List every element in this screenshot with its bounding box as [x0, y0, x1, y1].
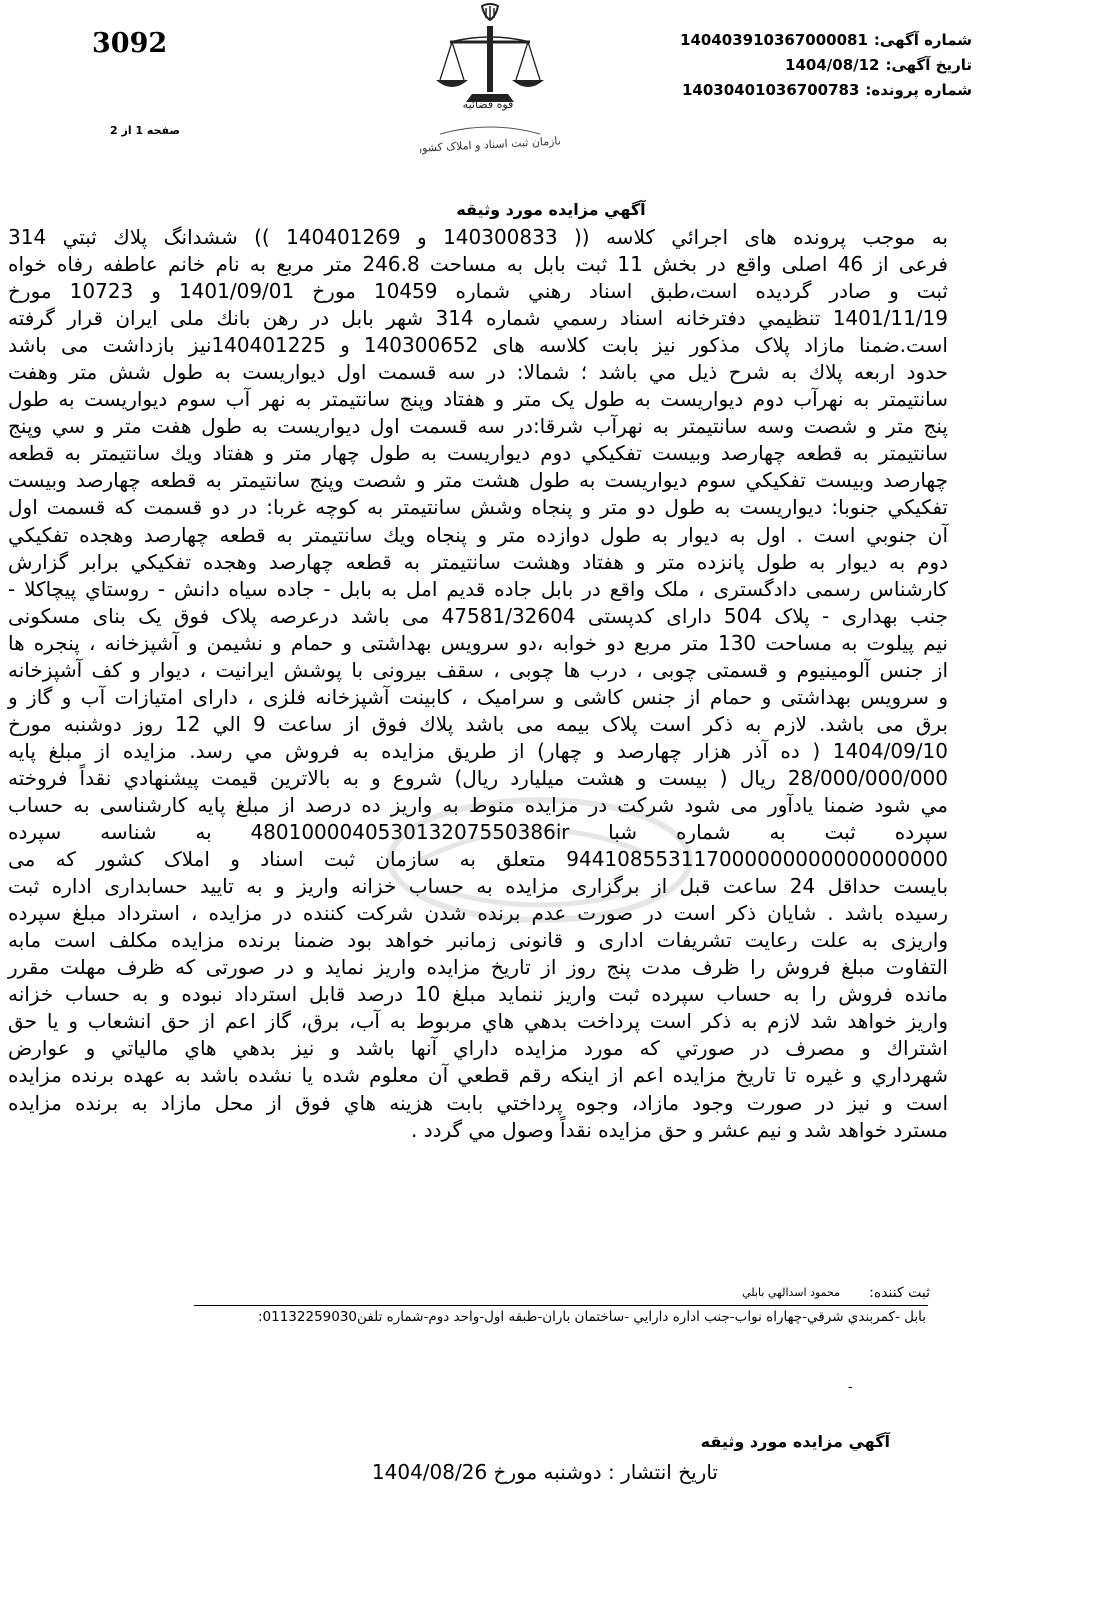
body-line: از جنس آلومینیوم و قسمتی چوبی ، درب ها چوبی ، سقف بیرونی با پوشش ایرانیت ، دیوار و کف آشپزخانه	[8, 657, 948, 682]
body-line: رسیده باشد . شایان ذکر است در صورت عدم برنده شدن شرکت کننده در مزایده ، استرداد مبلغ سپرده	[8, 901, 948, 926]
body-line: جنب بهداری - پلاک 504 دارای کدپستی 47581/32604 می باشد درعرصه پلاک فوق یک بنای مسکونی	[8, 603, 948, 628]
body-line: 944108553117000000000000000000 متعلق به سازمان ثبت اسناد و املاک کشور که می	[8, 847, 948, 872]
body-line: 28/000/000/000 ريال ( بیست و هشت میلیارد ریال) شروع و به بالاترين قيمت پيشنهادي نقداً فروخته	[8, 765, 948, 790]
body-line: است و نيز در صورت وجود مازاد، وجوه پرداختي بابت هزينه هاي فوق از محل مازاد به برنده مزايده	[8, 1090, 948, 1115]
body-line: سانتيمتر به قطعه چهارصد وبيست تفكيكي دوم ديواريست به طول چهار متر و هفتاد ويك سانتيمتر به قطعه	[8, 441, 948, 466]
case-number-row	[680, 78, 972, 103]
footer-title: آگهي مزايده مورد وثيقه	[700, 1432, 890, 1451]
emblem-text-top: قوه قضائیه	[462, 98, 514, 111]
divider	[194, 1305, 928, 1306]
body-line: اشتراك و مصرف در صورتي كه مورد مزايده داراي آنها باشد و نيز بدهي هاي مالياتي و عوارض	[8, 1036, 948, 1061]
body-line: برق می باشد. لازم به ذکر است پلاک بیمه می باشد پلاك فوق از ساعت 9 الي 12 روز دوشنبه مورخ	[8, 711, 948, 736]
notice-title: آگهي مزايده مورد وثيقه	[456, 200, 646, 219]
body-line: مانده فروش را به حساب سپرده ثبت واریز ننماید مبلغ 10 درصد قابل استرداد نبوده و به حساب خزانه	[8, 982, 948, 1007]
notice-date-row	[680, 53, 972, 78]
document-number: 3092	[92, 28, 168, 59]
body-line: چهارصد وبيست تفكيكي سوم ديواريست به طول هشت متر و شصت وپنج سانتيمتر به قطعه چهارصد وبيست	[8, 468, 948, 493]
body-line: 1401/11/19 تنظيمي دفترخانه اسناد رسمي شماره 314 شهر بابل در رهن بانك ملی ايران قرار گرفته	[8, 306, 948, 331]
body-line: 1404/09/10 ( ده آذر هزار چهارصد و چهار) از طريق مزايده به فروش مي رسد. مزايده از مبلغ پايه	[8, 738, 948, 763]
body-line: شهرداري و غيره تا تاريخ مزايده اعم از اينكه رقم قطعي آن معلوم شده يا نشده باشد به عهده برنده مزايده	[8, 1063, 948, 1088]
body-line: بایست حداقل 24 ساعت قبل از برگزاری مزایده به حساب خزانه واریز و به تایید حسابداری اداره ثبت	[8, 874, 949, 899]
body-line: نیم پیلوت به مساحت 130 متر مربع دو خوابه ،دو سرویس بهداشتی و حمام و نشیمن و آشپزخانه ، پنجره ها	[8, 630, 948, 655]
notice-number-row	[680, 28, 972, 53]
notice-number-label: شماره آگهی:	[873, 31, 972, 49]
body-line: مي شود ضمنا یادآور می شود شرکت در مزایده منوط به واریز ده درصد از مبلغ پایه کارشناسی به حساب	[8, 792, 948, 817]
body-line: حدود اربعه پلاك به شرح ذيل مي باشد ؛ شمالا: در سه قسمت اول دیواریست به طول شش متر وهفت	[8, 360, 948, 385]
body-line: مسترد خواهد شد و نيم عشر و حق مزايده نقداً وصول مي گردد .	[410, 1117, 948, 1142]
office-address: بابل -كمربندي شرقي-چهاراه نواب-جنب اداره دارايي -ساختمان باران-طبقه اول-واحد دوم-شماره تلفن01132259030:	[257, 1309, 926, 1325]
registrar-name: محمود اسدالهي بابلي	[742, 1286, 840, 1299]
notice-date-label: تاریخ آگهی:	[885, 56, 972, 74]
publish-date: تاریخ انتشار : دوشنبه مورخ 1404/08/26	[371, 1460, 718, 1484]
body-line: فرعی از 46 اصلی واقع در بخش 11 ثبت بابل به مساحت 246.8 متر مربع به نام خانم عاطفه رفاه خواه	[8, 252, 948, 277]
registrar-label: ثبت كننده:	[869, 1285, 930, 1301]
body-line: سانتیمتر به نهرآب دوم دیواریست به طول یک متر و هفتاد وپنج سانتیمتر به نهر آب سوم دیواریست به طول	[8, 387, 948, 412]
scales-of-justice-emblem-icon	[420, 2, 560, 157]
body-line: دوم به ديوار به طول پانزده متر و هفتاد وهشت سانتيمتر به قطعه چهارصد وهجده تفكيكي برابر گزارش	[8, 549, 948, 574]
notice-meta	[680, 28, 972, 103]
notice-date: 1404/08/12	[785, 56, 880, 74]
body-line: سپرده ثبت به شماره شبا 480100004053013207550386ir به شناسه سپرده	[8, 820, 948, 845]
body-line: آن جنوبي است . اول به ديوار به طول دوازده متر و پنجاه ويك سانتيمتر به قطعه چهارصد وهجده تفكيكي	[8, 522, 948, 547]
body-line: تفكيكي جنوبا: ديواريست به طول دو متر و پنجاه وشش سانتيمتر به كوچه غربا: در دو قسمت كه قسمت اول	[8, 495, 948, 520]
body-line: ثبت و صادر گرديده است،طبق اسناد رهني شماره 10459 مورخ 1401/09/01 و 10723 مورخ	[8, 279, 948, 304]
notice-body	[8, 224, 948, 1144]
body-line: به موجب پرونده های اجرائي كلاسه (( 140300833 و 140401269 )) ششدانگ پلاك ثبتي 314	[8, 225, 948, 249]
case-number-label: شماره پرونده:	[865, 81, 972, 99]
emblem-text-bottom: سازمان ثبت اسناد و املاک کشور	[420, 134, 560, 155]
body-line: واریز خواهد شد لازم به ذكر است پرداخت بدهي هاي مربوط به آب، برق، گاز اعم از حق انشعاب و يا حق	[8, 1009, 948, 1034]
stray-mark: -	[848, 1380, 853, 1395]
body-line: واریزی به علت رعایت تشریفات اداری و قانونی زمانبر خواهد بود ضمنا برنده مزایده مکلف است مابه	[8, 928, 948, 953]
notice-number: 140403910367000081	[680, 31, 868, 49]
body-line: كارشناس رسمی دادگستری ، ملک واقع در بابل جاده قدیم امل به بابل - جاده سياه دانش - روستاي پيچاكلا -	[8, 576, 948, 601]
body-line: التفاوت مبلغ فروش را ظرف مدت پنج روز از تاریخ مزایده واریز نماید و در صورتی که ظرف مهلت مقرر	[8, 955, 948, 980]
body-line: است.ضمنا مازاد پلاک مذکور نیز بابت کلاسه های 140300652 و 140401225نیز بازداشت می باشد	[8, 333, 948, 358]
case-number: 14030401036700783	[681, 81, 860, 99]
body-line: پنج متر و شصت وسه سانتیمتر به نهرآب شرقا:در سه قسمت اول دیواریست به طول هفت متر و سي وپنج	[8, 414, 948, 439]
body-line: و سرویس بهداشتی و حمام از جنس کاشی و سرامیک ، کابینت آشپزخانه فلزی ، دارای امتیازات آب و گاز و	[8, 684, 948, 709]
page-indicator: صفحه 1 از 2	[110, 124, 181, 137]
